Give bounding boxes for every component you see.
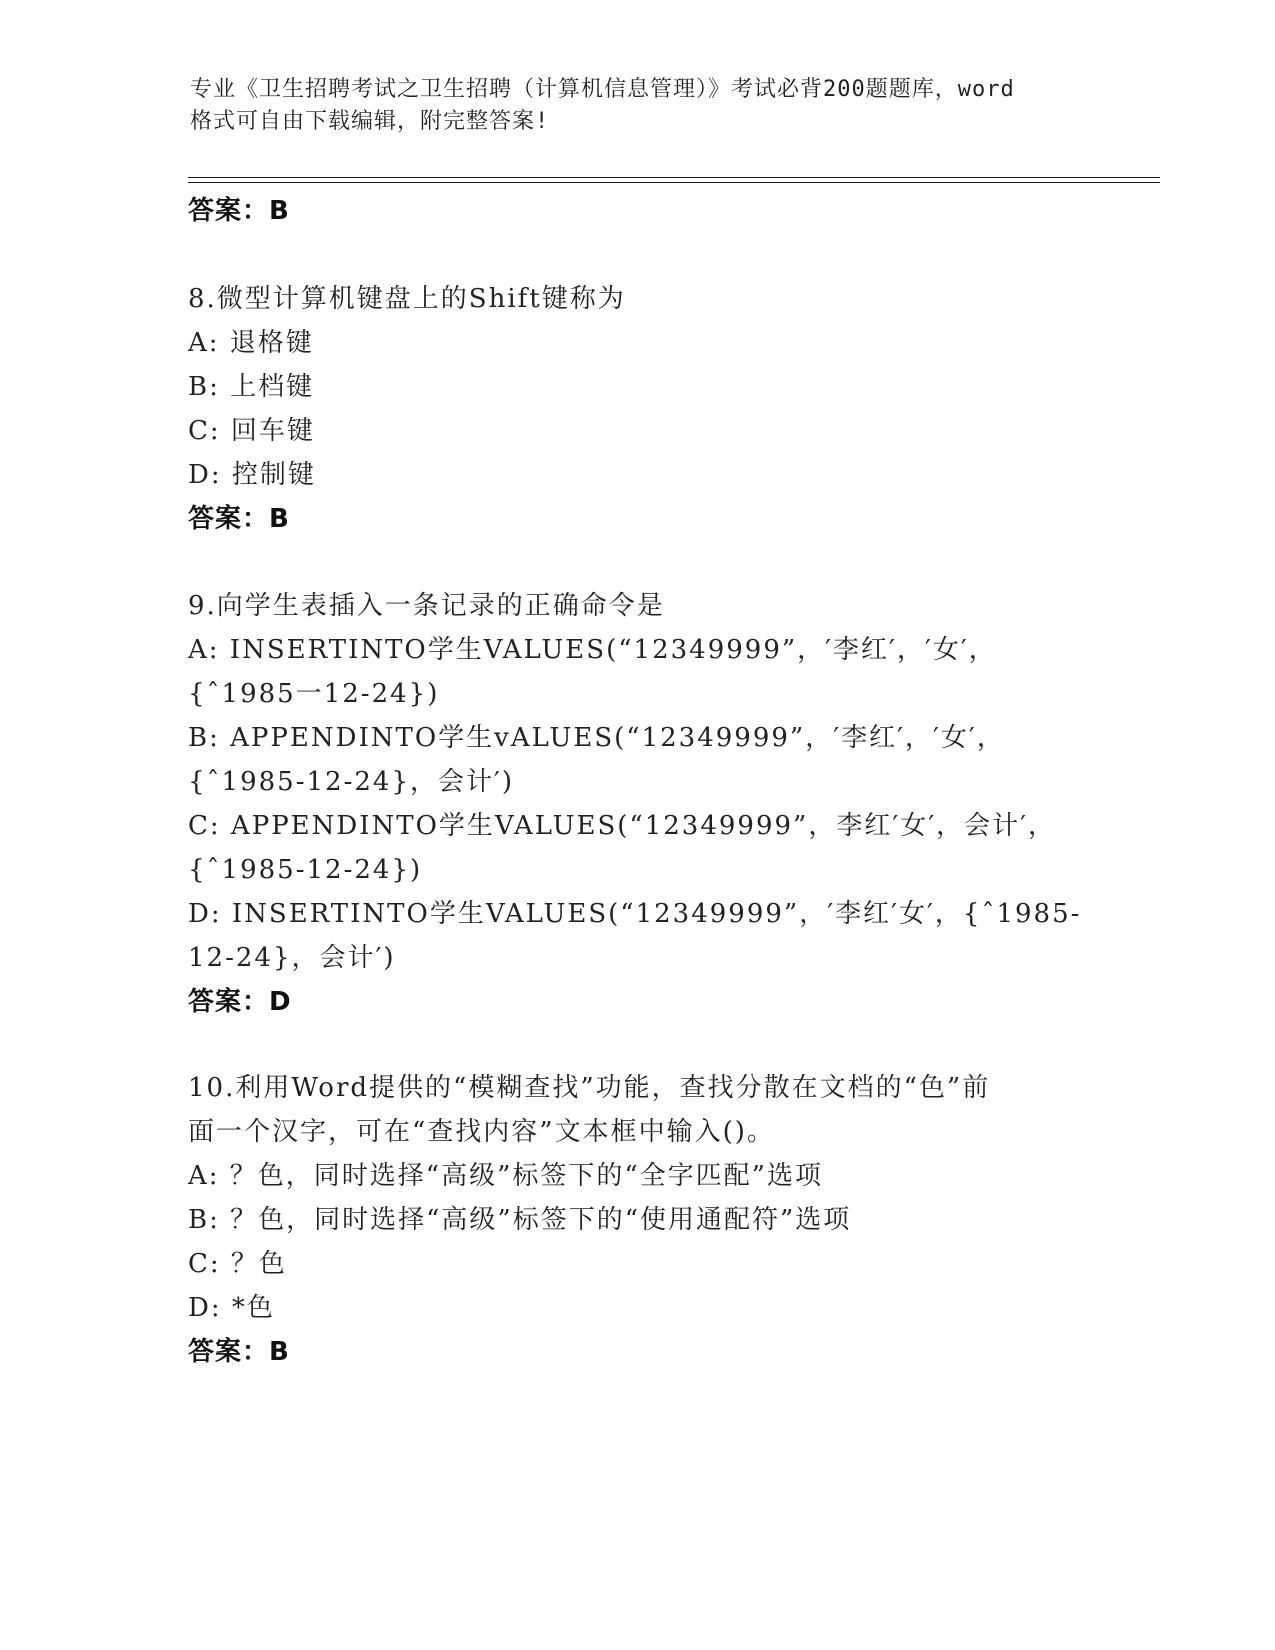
previous-answer: 答案：B — [188, 196, 290, 226]
header-line-2: 格式可自由下载编辑，附完整答案! — [190, 109, 550, 134]
question-9-answer: 答案：D — [188, 987, 292, 1017]
question-8-stem: 8.微型计算机键盘上的Shift键称为 — [188, 284, 626, 314]
header-line-1: 专业《卫生招聘考试之卫生招聘（计算机信息管理）》考试必背200题题库，word — [190, 77, 1015, 102]
document-header — [190, 74, 1090, 138]
question-9-option-c: C: APPENDINTO学生VALUES(“12349999”，李红′女′，会计′， — [188, 811, 1057, 841]
question-10-answer: 答案：B — [188, 1337, 290, 1367]
question-9-option-a-cont: {ˆ1985一12-24}) — [188, 679, 440, 709]
question-9-option-b: B: APPENDINTO学生vALUES(“12349999”，′李红′，′女′， — [188, 723, 1005, 753]
header-divider-bottom — [188, 182, 1160, 183]
question-8-option-b: B: 上档键 — [188, 372, 315, 402]
question-9-option-d: D: INSERTINTO学生VALUES(“12349999”，′李红′女′，{ˆ1985- — [188, 899, 1082, 929]
question-9-stem: 9.向学生表插入一条记录的正确命令是 — [188, 591, 665, 621]
question-10-stem-cont: 面一个汉字，可在“查找内容”文本框中输入()。 — [188, 1117, 775, 1147]
question-10-option-d: D: *色 — [188, 1293, 275, 1323]
question-8-option-c: C: 回车键 — [188, 416, 315, 446]
question-10-option-a: A: ？色，同时选择“高级”标签下的“全字匹配”选项 — [188, 1161, 823, 1191]
header-divider-top — [188, 177, 1160, 178]
question-8-option-a: A: 退格键 — [188, 328, 314, 358]
question-9-option-b-cont: {ˆ1985-12-24}，会计′) — [188, 767, 515, 797]
question-9-option-d-cont: 12-24}，会计′) — [188, 943, 396, 973]
question-10-option-b: B: ？色，同时选择“高级”标签下的“使用通配符”选项 — [188, 1205, 852, 1235]
question-9-option-a: A: INSERTINTO学生VALUES(“12349999”，′李红′，′女′， — [188, 635, 997, 665]
question-9-option-c-cont: {ˆ1985-12-24}) — [188, 855, 423, 885]
question-8-option-d: D: 控制键 — [188, 460, 316, 490]
question-8-answer: 答案：B — [188, 504, 290, 534]
question-10-option-c: C: ？色 — [188, 1249, 287, 1279]
question-10-stem: 10.利用Word提供的“模糊查找”功能，查找分散在文档的“色”前 — [188, 1073, 991, 1103]
